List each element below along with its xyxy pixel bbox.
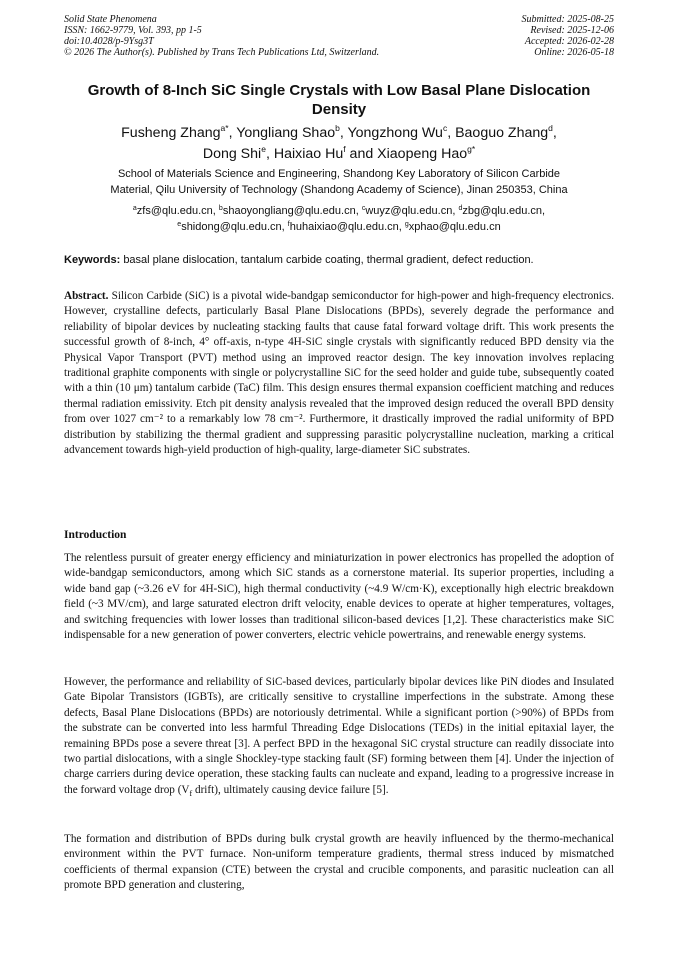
email-mark: g [404,221,409,228]
author-separator: , [339,125,348,141]
author-separator: , [552,125,557,141]
affiliation-line-1: School of Materials Science and Engineering, Shandong Key Laboratory of Silicon Carbide [117,168,561,180]
email-mark: c [361,205,366,212]
email-mark: a [132,205,137,212]
affiliation-line-2: Material, Qilu University of Technology (Shandong Academy of Science), Jinan 250353, China [110,184,568,196]
email-mark: b [218,205,223,212]
author-list [64,123,614,165]
issn-line: ISSN: 1662-9779, Vol. 393, pp 1-5 [64,24,202,36]
author-name: Dong Shi [202,146,262,162]
email-address[interactable]: wuyz@qlu.edu.cn [365,205,453,217]
author-separator: , [265,146,274,162]
intro-paragraph-2-text-b: drift), ultimately causing device failure [5]. [192,783,389,796]
keywords-label: Keywords: [64,254,121,266]
email-mark: e [177,221,182,228]
abstract-label: Abstract. [64,290,109,302]
keywords-text: basal plane dislocation, tantalum carbide coating, thermal gradient, defect reduction. [123,254,534,266]
author-name: Fusheng Zhang [121,125,221,141]
author-name: Yongzhong Wu [347,125,443,141]
email-address[interactable]: shidong@qlu.edu.cn [181,221,282,233]
journal-header-left [64,15,379,59]
author-affiliation-mark: d [548,123,553,133]
email-separator: , [542,205,546,217]
accepted-date: Accepted: 2026-02-28 [524,35,614,47]
email-separator: , [452,205,459,217]
author-separator: , [447,125,456,141]
author-name: Yongliang Shao [236,125,336,141]
revised-date: Revised: 2025-12-06 [530,24,614,36]
intro-paragraph-1: The relentless pursuit of greater energy efficiency and miniaturization in power electronics has propelled the adoption of wide-bandgap semiconductors, among which SiC stands as a cornerstone material. Its superior properties, including a wide band gap (~3.26 eV for 4H-SiC), high thermal conductivity (~4.9 W/cm·K), exceptionally high electric breakdown field (~3 MV/cm), and large saturated electron drift velocity, enable devices to operate at higher temperatures, voltages, and switching frequencies with lower losses than traditional silicon-based devices [1,2]. These characteristics make SiC indispensable for a new generation of power converters, electric vehicle powertrains, and renewable energy systems. [64,552,614,642]
affiliation [64,166,614,198]
author-affiliation-mark: b [335,123,340,133]
author-affiliation-mark: c [442,123,448,133]
email-address[interactable]: zbg@qlu.edu.cn [462,205,543,217]
author-affiliation-mark: f [343,144,346,154]
author-name: Haixiao Hu [273,146,344,162]
journal-header-right [522,15,615,59]
intro-paragraph-3: The formation and distribution of BPDs during bulk crystal growth are heavily influenced by the thermo-mechanical environment within the PVT furnace. Non-uniform temperature gradients, thermal stress induced by mismatched coefficients of thermal expansion (CTE) between the crystal and crucible components, and parasitic nucleation can all promote BPD generation and clustering, [64,833,614,892]
intro-paragraph-2-text-a: However, the performance and reliability of SiC-based devices, particularly bipolar devices like PiN diodes and Insulated Gate Bipolar Transistors (IGBTs), are critically sensitive to crystalline imperfections in the substrate. Among these defects, Basal Plane Dislocations (BPDs) are notoriously detrimental. While a significant portion (>90%) of BPDs from the substrate can be converted into less harmful Threading Edge Dislocations (TEDs) in the initial epitaxial layer, the remaining BPDs pose a severe threat [3]. A perfect BPD in the hexagonal SiC crystal structure can readily dissociate into two partial dislocations, with a single Shockley-type stacking fault (SF) forming between them [4]. Under the injection of charge carriers during device operation, these stacking faults can nucleate and expand, leading to a progressive increase in the forward voltage drop (V [64,676,614,796]
abstract [64,289,614,458]
abstract-text: Silicon Carbide (SiC) is a pivotal wide-bandgap semiconductor for high-power and high-frequency electronics. However, crystalline defects, particularly Basal Plane Dislocations (BPDs), severely degrade the performance and reliability of bipolar devices by nucleating stacking faults that cause fatal forward voltage drift. This work presents the successful growth of 8-inch, 4° off-axis, n-type 4H-SiC single crystals with significantly reduced BPD density via the Physical Vapor Transport (PVT) method using an improved reactor design. The key innovation involves replacing traditional graphite components with single or polycrystalline SiC for the seed holder and guide tube, subsequently coated with a thin (10 μm) tantalum carbide (TaC) film. This design ensures thermal expansion coefficient matching and reduces thermal radiation emissivity. Etch pit density analysis revealed that the improved design reduced the overall BPD density from over 1027 cm⁻² to a remarkably low 78 cm⁻². Furthermore, it drastically improved the radial uniformity of BPD distribution by stabilizing the thermal gradient and suppressing parasitic polycrystalline nucleation, marking a critical advancement towards high-yield production of high-quality, large-diameter SiC substrates. [64,290,615,457]
intro-paragraph-2 [64,675,614,801]
doi-line: doi:10.4028/p-9Ysg3T [64,35,154,47]
email-separator: , [398,221,405,233]
email-mark: f [287,221,290,228]
author-separator: and [345,146,378,162]
author-name: Baoguo Zhang [455,125,549,141]
author-name: Xiaopeng Hao [377,146,468,162]
paper-title: Growth of 8-Inch SiC Single Crystals with Low Basal Plane Dislocation Density [87,82,591,118]
copyright-line: © 2026 The Author(s). Published by Trans Tech Publications Ltd, Switzerland. [64,46,380,58]
email-separator: , [212,205,219,217]
email-separator: , [281,221,288,233]
section-heading-introduction: Introduction [64,529,127,541]
email-address[interactable]: huhaixiao@qlu.edu.cn [289,221,399,233]
email-mark: d [458,205,463,212]
keywords [64,252,614,268]
journal-name: Solid State Phenomena [64,14,157,25]
vf-subscript: f [189,789,193,799]
email-address[interactable]: xphao@qlu.edu.cn [408,221,501,233]
author-affiliation-mark: e [261,144,266,154]
author-affiliation-mark: g* [467,144,476,154]
email-address[interactable]: zfs@qlu.edu.cn [136,205,213,217]
author-affiliation-mark: a* [220,123,229,133]
submitted-date: Submitted: 2025-08-25 [521,14,614,25]
author-separator: , [228,125,237,141]
email-address[interactable]: shaoyongliang@qlu.edu.cn [222,205,356,217]
email-list [64,203,614,235]
email-separator: , [355,205,362,217]
online-date: Online: 2026-05-18 [534,46,614,58]
